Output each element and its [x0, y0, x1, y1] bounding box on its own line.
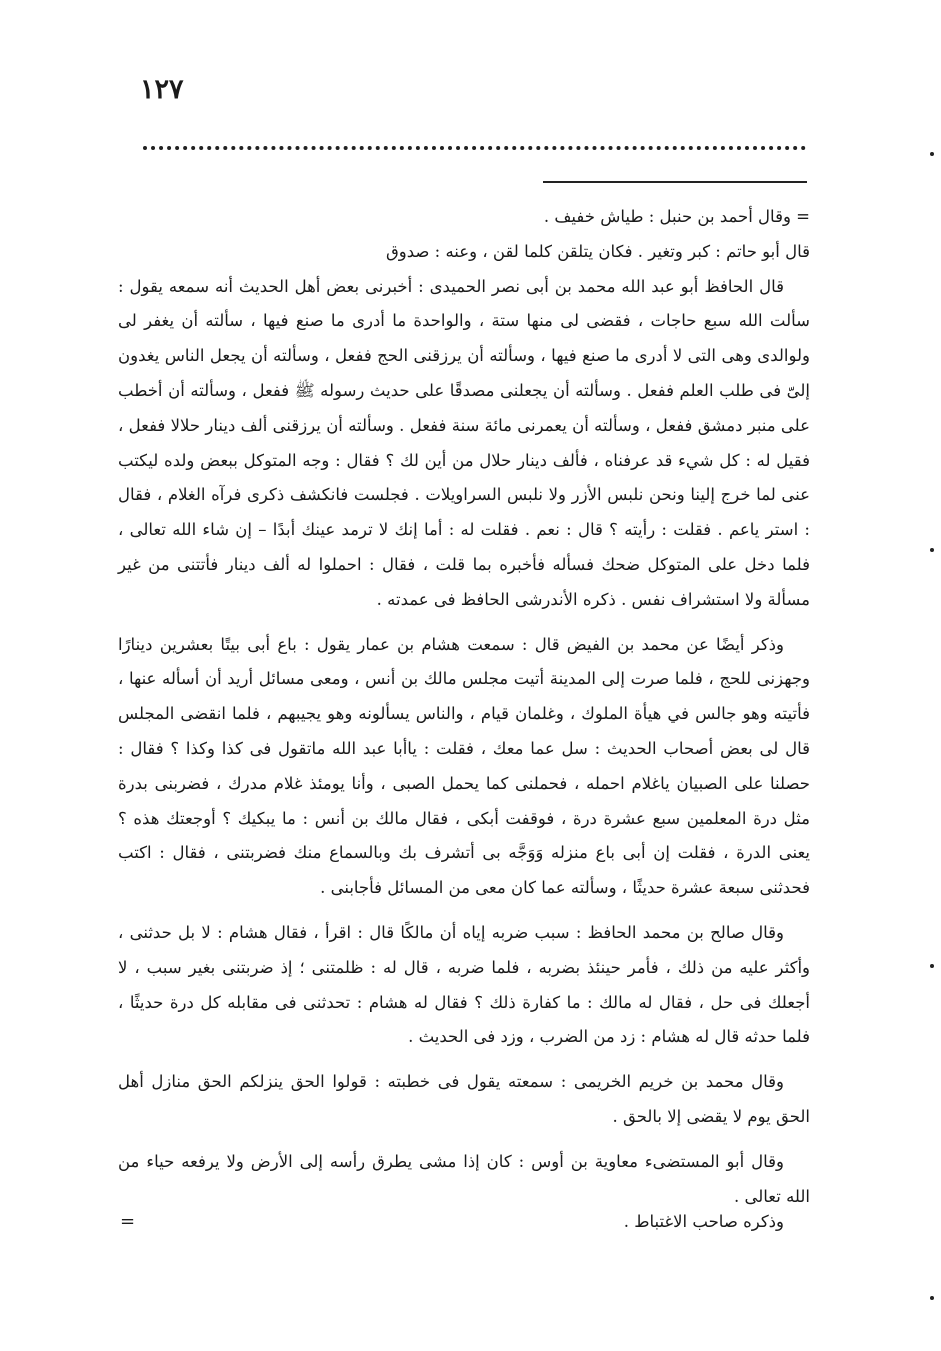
paragraph-abul-mustadi-narration: وقال أبو المستضىء معاوية بن أوس : كان إذا مشى يطرق رأسه إلى الأرض ولا يرفعه حياء من الله تعالى .: [118, 1151, 810, 1206]
footnote-separator-rule: [543, 181, 807, 183]
paragraph-humaydi-narration: قال الحافظ أبو عبد الله محمد بن أبى نصر الحميدى : أخبرنى بعض أهل الحديث أنه سمعه يقول : سألت الله سبع حاجات ، فقضى لى منها ستة ، والواحدة ما أدرى ما صنع فيها ، سألته أن يغفر لى ولوالدى وهى التى لا أدرى ما صنع فيها ، وسألته أن يرزقنى الحج ففعل ، وسألته أن يجعل الناس يغدون إلىّ فى طلب العلم ففعل . وسألته أن يجعلنى مصدقًا على حديث رسوله ﷺ ففعل ، وسألته أن أخطب على منبر دمشق ففعل ، وسألته أن يعمرنى مائة سنة ففعل . وسألته أن يرزقنى ألف دينار حلالا ففعل ، فقيل له : كل شيء قد عرفناه ، فألف دينار حلال من أين لك ؟ فقال : وجه المتوكل ببعض ولده ليكتب عنى لما خرج إلينا ونحن نلبس الأزر ولا نلبس السراويلات . فجلست فانكشف ذكرى فرآه الغلام ، فقال : استر ياعم . فقلت : رأيته ؟ قال : نعم . فقلت له : أما إنك لا ترمد عينك أبدًا – إن شاء الله تعالى ، فلما دخل على المتوكل ضحك فسأله فأخبره بما قلت ، فقال : احملوا له ألف دينار فأتتنى من غير مسألة ولا استشراف نفس . ذكره الأندرشى الحافظ فى عمدته .: [118, 276, 810, 609]
scan-speck: [930, 152, 934, 156]
closing-row: [118, 1205, 810, 1239]
scan-speck: [930, 1296, 934, 1300]
body-text: [118, 200, 810, 1214]
paragraph-khuraymi-narration: وقال محمد بن خريم الخريمى : سمعته يقول فى خطبته : قولوا الحق ينزلكم الحق منازل أهل الحق يوم لا يقضى إلا بالحق .: [118, 1072, 810, 1126]
footnote-continuation-line: = وقال أحمد بن حنبل : طياش خفيف .: [543, 207, 810, 226]
scan-speck: [930, 964, 934, 968]
closing-line: وذكره صاحب الاغتباط .: [623, 1212, 784, 1231]
continuation-mark: =: [120, 1211, 136, 1232]
scan-speck: [930, 548, 934, 552]
paragraph-salih-narration: وقال صالح بن محمد الحافظ : سبب ضربه إياه أن مالكًا قال : اقرأ ، فقال هشام : لا بل حدثنى ، وأكثر عليه من ذلك ، فأمر حينئذ بضربه ، فلما ضربه ، قال له : ظلمتنى ؛ إذ ضربتنى بغير سبب ، لا أجعلك فى حل ، فقال له مالك : ما كفارة ذلك ؟ فقال له هشام : تحدثنى فى مقابله كل درة حديثًا ، فلما حدثه قال له هشام : زد من الضرب ، وزد فى الحديث .: [118, 922, 810, 1047]
paragraph-abu-hatim: قال أبو حاتم : كبر وتغير . فكان يتلقن كلما لقن ، وعنه : صدوق: [385, 241, 810, 261]
paragraph-ibn-al-fayd-narration: وذكر أيضًا عن محمد بن الفيض قال : سمعت هشام بن عمار يقول : باع أبى بيتًا بعشرين دينارًا وجهزنى للحج ، فلما صرت إلى المدينة أتيت مجلس مالك بن أنس ، ومعى مسائل أريد أن أسأله عنها ، فأتيته وهو جالس في هيأة الملوك ، وغلمان قيام ، والناس يسألونه وهو يجيبهم ، فلما انقضى المجلس قال لى بعض أصحاب الحديث : سل عما معك ، فقلت : ياأبا عبد الله ماتقول فى كذا وكذا ؟ فقال : حصلنا على الصبيان ياغلام احمله ، فحملنى كما يحمل الصبى ، وأنا يومئذ غلام مدرك ، فضربنى بدرة مثل درة المعلمين سبع عشرة درة ، فوقفت أبكى ، فقال مالك بن أنس : ما يبكيك ؟ أوجعتك هذه ؟ يعنى الدرة ، فقلت إن أبى باع منزله وَوَجَّه بى أتشرف بك وبالسماع منك فضربتنى ، فقال : اكتب فحدثنى سبعة عشرة حديثًا ، وسألته عما كان معى من المسائل فأجابنى .: [118, 634, 810, 898]
page-number: ١٢٧: [140, 74, 184, 105]
header-dotted-rule: [143, 146, 806, 150]
